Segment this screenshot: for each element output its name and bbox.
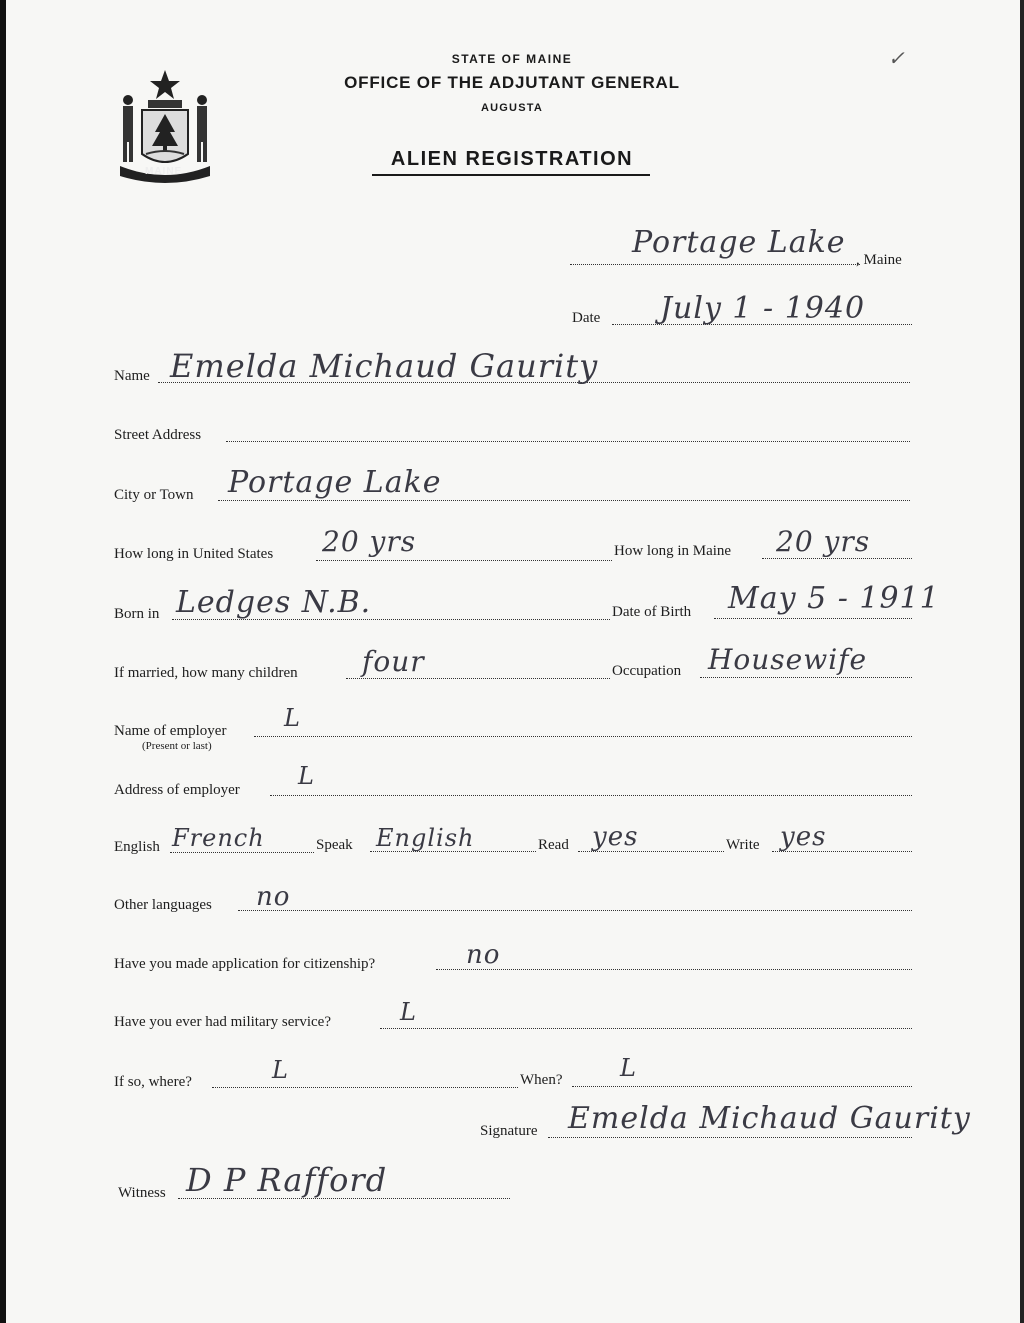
speak-value: English [376, 824, 475, 852]
children-value: four [362, 645, 425, 678]
town-suffix: , Maine [856, 252, 902, 268]
citizenship-label: Have you made application for citizenship? [114, 956, 376, 972]
where-value: L [272, 1056, 289, 1084]
children-label: If married, how many children [114, 665, 298, 681]
other-lang-line [238, 910, 912, 911]
born-value: Ledges N.B. [176, 585, 372, 620]
read-value: yes [592, 822, 639, 852]
title-underline [372, 174, 650, 176]
employer-sublabel: (Present or last) [142, 740, 212, 752]
witness-label: Witness [118, 1185, 166, 1201]
header-office: OFFICE OF THE ADJUTANT GENERAL [344, 73, 680, 92]
name-value: Emelda Michaud Gaurity [170, 347, 599, 385]
military-label: Have you ever had military service? [114, 1014, 331, 1030]
date-label: Date [572, 310, 601, 326]
seal-label: MAINE [145, 166, 183, 177]
write-label: Write [726, 837, 760, 853]
street-line [226, 441, 910, 442]
signature-label: Signature [480, 1123, 538, 1139]
header-city: AUGUSTA [481, 102, 543, 114]
dob-value: May 5 - 1911 [728, 581, 940, 616]
maine-label: How long in Maine [614, 543, 732, 559]
signature-value: Emelda Michaud Gaurity [568, 1101, 971, 1136]
us-label: How long in United States [114, 546, 274, 562]
read-label: Read [538, 837, 569, 853]
scan-edge-left [0, 0, 6, 1323]
military-line [380, 1028, 912, 1029]
form-title: ALIEN REGISTRATION [390, 148, 634, 170]
where-label: If so, where? [114, 1074, 192, 1090]
town-value: Portage Lake [632, 225, 846, 260]
citizenship-line [436, 969, 912, 970]
town-line [570, 264, 860, 265]
employer-line [254, 736, 912, 737]
check-mark-icon: ✓ [888, 46, 905, 70]
write-value: yes [780, 822, 827, 852]
citizenship-value: no [466, 940, 501, 970]
emp-address-label: Address of employer [114, 782, 240, 798]
when-value: L [620, 1054, 637, 1082]
employer-value: L [284, 704, 301, 732]
born-label: Born in [114, 606, 160, 622]
signature-line [548, 1137, 912, 1138]
street-label: Street Address [114, 427, 202, 443]
dob-label: Date of Birth [612, 604, 692, 620]
us-value: 20 yrs [322, 525, 417, 558]
when-label: When? [520, 1072, 563, 1088]
emp-address-value: L [298, 762, 315, 790]
occupation-line [700, 677, 912, 678]
children-line [346, 678, 610, 679]
city-value: Portage Lake [228, 465, 442, 500]
header-state: STATE OF MAINE [451, 52, 573, 66]
maine-value: 20 yrs [776, 525, 871, 558]
occupation-value: Housewife [708, 643, 868, 676]
city-label: City or Town [114, 487, 194, 503]
english-value: French [172, 824, 265, 852]
other-lang-value: no [256, 882, 291, 912]
dob-line [714, 618, 912, 619]
military-value: L [400, 998, 417, 1026]
date-value: July 1 - 1940 [660, 291, 866, 326]
maine-line [762, 558, 912, 559]
employer-label: Name of employer [114, 723, 227, 739]
other-lang-label: Other languages [114, 897, 212, 913]
city-line [218, 500, 910, 501]
emp-address-line [270, 795, 912, 796]
name-label: Name [114, 368, 150, 384]
speak-label: Speak [316, 837, 353, 853]
scan-edge-right [1020, 0, 1024, 1323]
english-line [170, 852, 314, 853]
english-label: English [114, 839, 160, 855]
witness-value: D P Rafford [186, 1161, 388, 1199]
us-line [316, 560, 612, 561]
occupation-label: Occupation [612, 663, 682, 679]
where-line [212, 1087, 518, 1088]
when-line [572, 1086, 912, 1087]
